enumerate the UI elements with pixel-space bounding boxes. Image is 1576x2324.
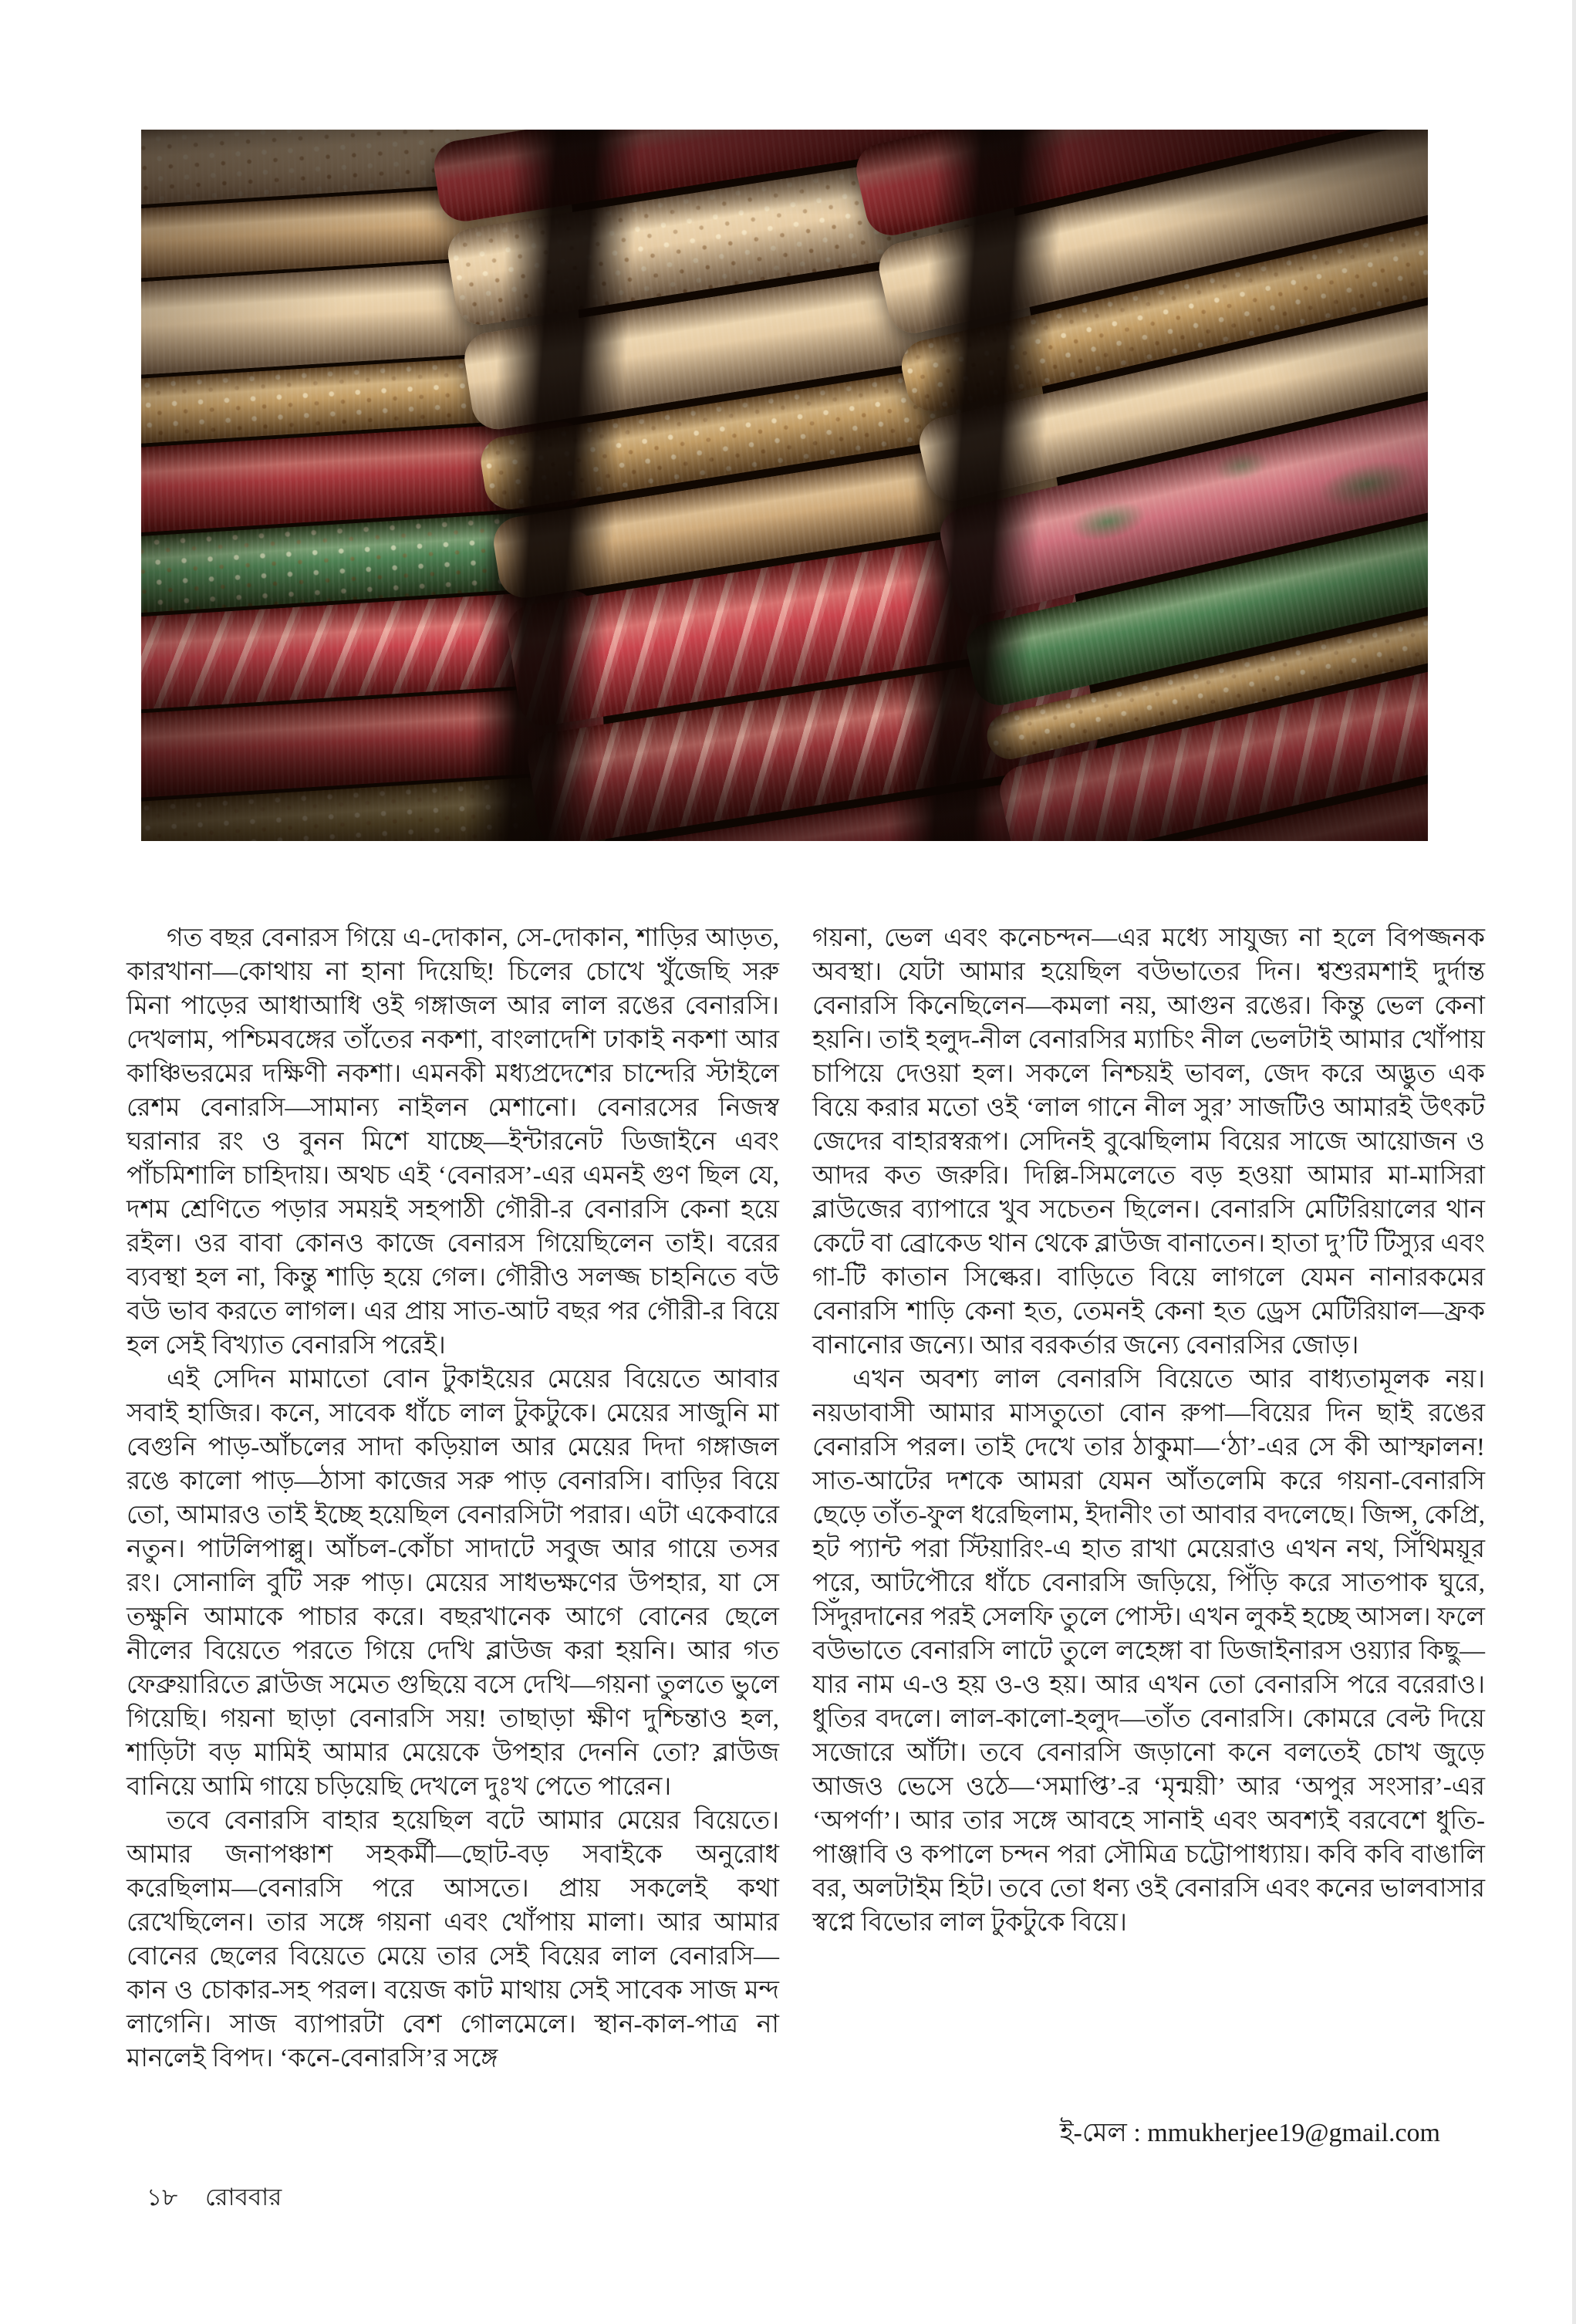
paragraph: তবে বেনারসি বাহার হয়েছিল বটে আমার মেয়ের বিয়েতে। আমার জনাপঞ্চাশ সহকর্মী—ছোট-বড় সবাইকে অনুরোধ করেছিলাম—বেনারসি পরে আসতে। প্রায় সকলেই কথা রেখেছিলেন। তার সঙ্গে গয়না এবং খোঁপায় মালা। আর আমার বোনের ছেলের বিয়েতে মেয়ে তার সেই বিয়ের লাল বেনারসি—কান ও চোকার-সহ পরল। বয়েজ কাট মাথায় সেই সাবেক সাজ মন্দ লাগেনি। সাজ ব্যাপারটা বেশ গোলমেলে। স্থান-কাল-পাত্র না মানলেই বিপদ। ‘কনে-বেনারসি’র সঙ্গে [127,1807,779,2072]
paragraph: এই সেদিন মামাতো বোন টুকাইয়ের মেয়ের বিয়েতে আবার সবাই হাজির। কনে, সাবেক ধাঁচে লাল টুকটুকে। মেয়ের সাজুনি মা বেগুনি পাড়-আঁচলের সাদা কড়িয়াল আর মেয়ের দিদা গঙ্গাজল রঙে কালো পাড়—ঠাসা কাজের সরু পাড় বেনারসি। বাড়ির বিয়ে তো, আমারও তাই ইচ্ছে হয়েছিল বেনারসিটা পরার। এটা একেবারে নতুন। পাটলিপাল্লু। আঁচল-কোঁচা সাদাটে সবুজ আর গায়ে তসর রং। সোনালি বুটি সরু পাড়। মেয়ের সাধভক্ষণের উপহার, যা সে তক্ষুনি আমাকে পাচার করে। বছরখানেক আগে বোনের ছেলে নীলের বিয়েতে পরতে গিয়ে দেখি ব্লাউজ করা হয়নি। আর গত ফেব্রুয়ারিতে ব্লাউজ সমেত গুছিয়ে বসে দেখি—গয়না তুলতে ভুলে গিয়েছি। গয়না ছাড়া বেনারসি সয়! তাছাড়া ক্ষীণ দুশ্চিন্তাও হল, শাড়িটা বড় মামিই আমার মেয়েকে উপহার দেননি তো? ব্লাউজ বানিয়ে আমি গায়ে চড়িয়েছি দেখলে দুঃখ পেতে পারেন। [127,1366,779,1801]
email-label: ই-মেল : [1059,2119,1141,2147]
article-column-right [812,921,1485,1940]
page-number: ১৮ [147,2184,178,2211]
paragraph-continuation: গয়না, ভেল এবং কনেচন্দন—এর মধ্যে সাযুজ্য না হলে বিপজ্জনক অবস্থা। যেটা আমার হয়েছিল বউভাতের দিন। শ্বশুরমশাই দুর্দান্ত বেনারসি কিনেছিলেন—কমলা নয়, আগুন রঙের। কিন্তু ভেল কেনা হয়নি। তাই হলুদ-নীল বেনারসির ম্যাচিং নীল ভেলটাই আমার খোঁপায় চাপিয়ে দেওয়া হল। সকলে নিশ্চয়ই ভাবল, জেদ করে অদ্ভুত এক বিয়ে করার মতো ওই ‘লাল গানে নীল সুর’ সাজটিও আমারই উৎকট জেদের বাহারস্বরূপ। সেদিনই বুঝেছিলাম বিয়ের সাজে আয়োজন ও আদর কত জরুরি। দিল্লি-সিমলেতে বড় হওয়া আমার মা-মাসিরা ব্লাউজের ব্যাপারে খুব সচেতন ছিলেন। বেনারসি মেটিরিয়ালের থান কেটে বা ব্রোকেড থান থেকে ব্লাউজ বানাতেন। হাতা দু’টি টিস্যুর এবং গা-টি কাতান সিল্কের। বাড়িতে বিয়ে লাগলে যেমন নানারকমের বেনারসি শাড়ি কেনা হত, তেমনই কেনা হত ড্রেস মেটিরিয়াল—ফ্রক বানানোর জন্যে। আর বরকর্তার জন্যে বেনারসির জোড়। [812,924,1485,1360]
magazine-name: রোববার [204,2184,282,2211]
scan-edge-line [1572,0,1576,2324]
sari-stack-photo [141,130,1428,841]
article-column-left [127,921,779,2076]
email-address: mmukherjee19@gmail.com [1147,2119,1440,2147]
author-email [812,2116,1485,2151]
paragraph: এখন অবশ্য লাল বেনারসি বিয়েতে আর বাধ্যতামূলক নয়। নয়ডাবাসী আমার মাসতুতো বোন রুপা—বিয়ের দিন ছাই রঙের বেনারসি পরল। তাই দেখে তার ঠাকুমা—‘ঠা’-এর সে কী আস্ফালন! সাত-আটের দশকে আমরা যেমন আঁতলেমি করে গয়না-বেনারসি ছেড়ে তাঁত-ফুল ধরেছিলাম, ইদানীং তা আবার বদলেছে। জিন্স, কেপ্রি, হট প্যান্ট পরা স্টিয়ারিং-এ হাত রাখা মেয়েরাও এখন নথ, সিঁথিময়ূর পরে, আটপৌরে ধাঁচে বেনারসি জড়িয়ে, পিঁড়ি করে সাতপাক ঘুরে, সিঁদুরদানের পরই সেলফি তুলে পোস্ট। এখন লুকই হচ্ছে আসল। ফলে বউভাতে বেনারসি লাটে তুলে লহেঙ্গা বা ডিজাইনারস ওয়্যার কিছু—যার নাম এ-ও হয় ও-ও হয়। আর এখন তো বেনারসি পরে বরেরাও। ধুতির বদলে। লাল-কালো-হলুদ—তাঁত বেনারসি। কোমরে বেল্ট দিয়ে সজোরে আঁটা। তবে বেনারসি জড়ানো কনে বলতেই চোখ জুড়ে আজও ভেসে ওঠে—‘সমাপ্তি’-র ‘মৃন্ময়ী’ আর ‘অপুর সংসার’-এর ‘অপর্ণা’। আর তার সঙ্গে আবহে সানাই এবং অবশ্যই বরবেশে ধুতি-পাঞ্জাবি ও কপালে চন্দন পরা সৌমিত্র চট্টোপাধ্যায়। কবি কবি বাঙালি বর, অলটাইম হিট। তবে তো ধন্য ওই বেনারসি এবং কনের ভালবাসার স্বপ্নে বিভোর লাল টুকটুকে বিয়ে। [812,1366,1485,1937]
paragraph: গত বছর বেনারস গিয়ে এ-দোকান, সে-দোকান, শাড়ির আড়ত, কারখানা—কোথায় না হানা দিয়েছি! চিলের চোখে খুঁজেছি সরু মিনা পাড়ের আধাআধি ওই গঙ্গাজল আর লাল রঙের বেনারসি। দেখলাম, পশ্চিমবঙ্গের তাঁতের নকশা, বাংলাদেশি ঢাকাই নকশা আর কাঞ্চিভরমের দক্ষিণী নকশা। এমনকী মধ্যপ্রদেশের চান্দেরি স্টাইলে রেশম বেনারসি—সামান্য নাইলন মেশানো। বেনারসের নিজস্ব ঘরানার রং ও বুনন মিশে যাচ্ছে—ইন্টারনেট ডিজাইনে এবং পাঁচমিশালি চাহিদায়। অথচ এই ‘বেনারস’-এর এমনই গুণ ছিল যে, দশম শ্রেণিতে পড়ার সময়ই সহপাঠী গৌরী-র বেনারসি কেনা হয়ে রইল। ওর বাবা কোনও কাজে বেনারস গিয়েছিলেন তাই। বরের ব্যবস্থা হল না, কিন্তু শাড়ি হয়ে গেল। গৌরীও সলজ্জ চাহনিতে বউ বউ ভাব করতে লাগল। এর প্রায় সাত-আট বছর পর গৌরী-র বিয়ে হল সেই বিখ্যাত বেনারসি পরেই। [127,924,779,1360]
page-footer [147,2184,282,2211]
